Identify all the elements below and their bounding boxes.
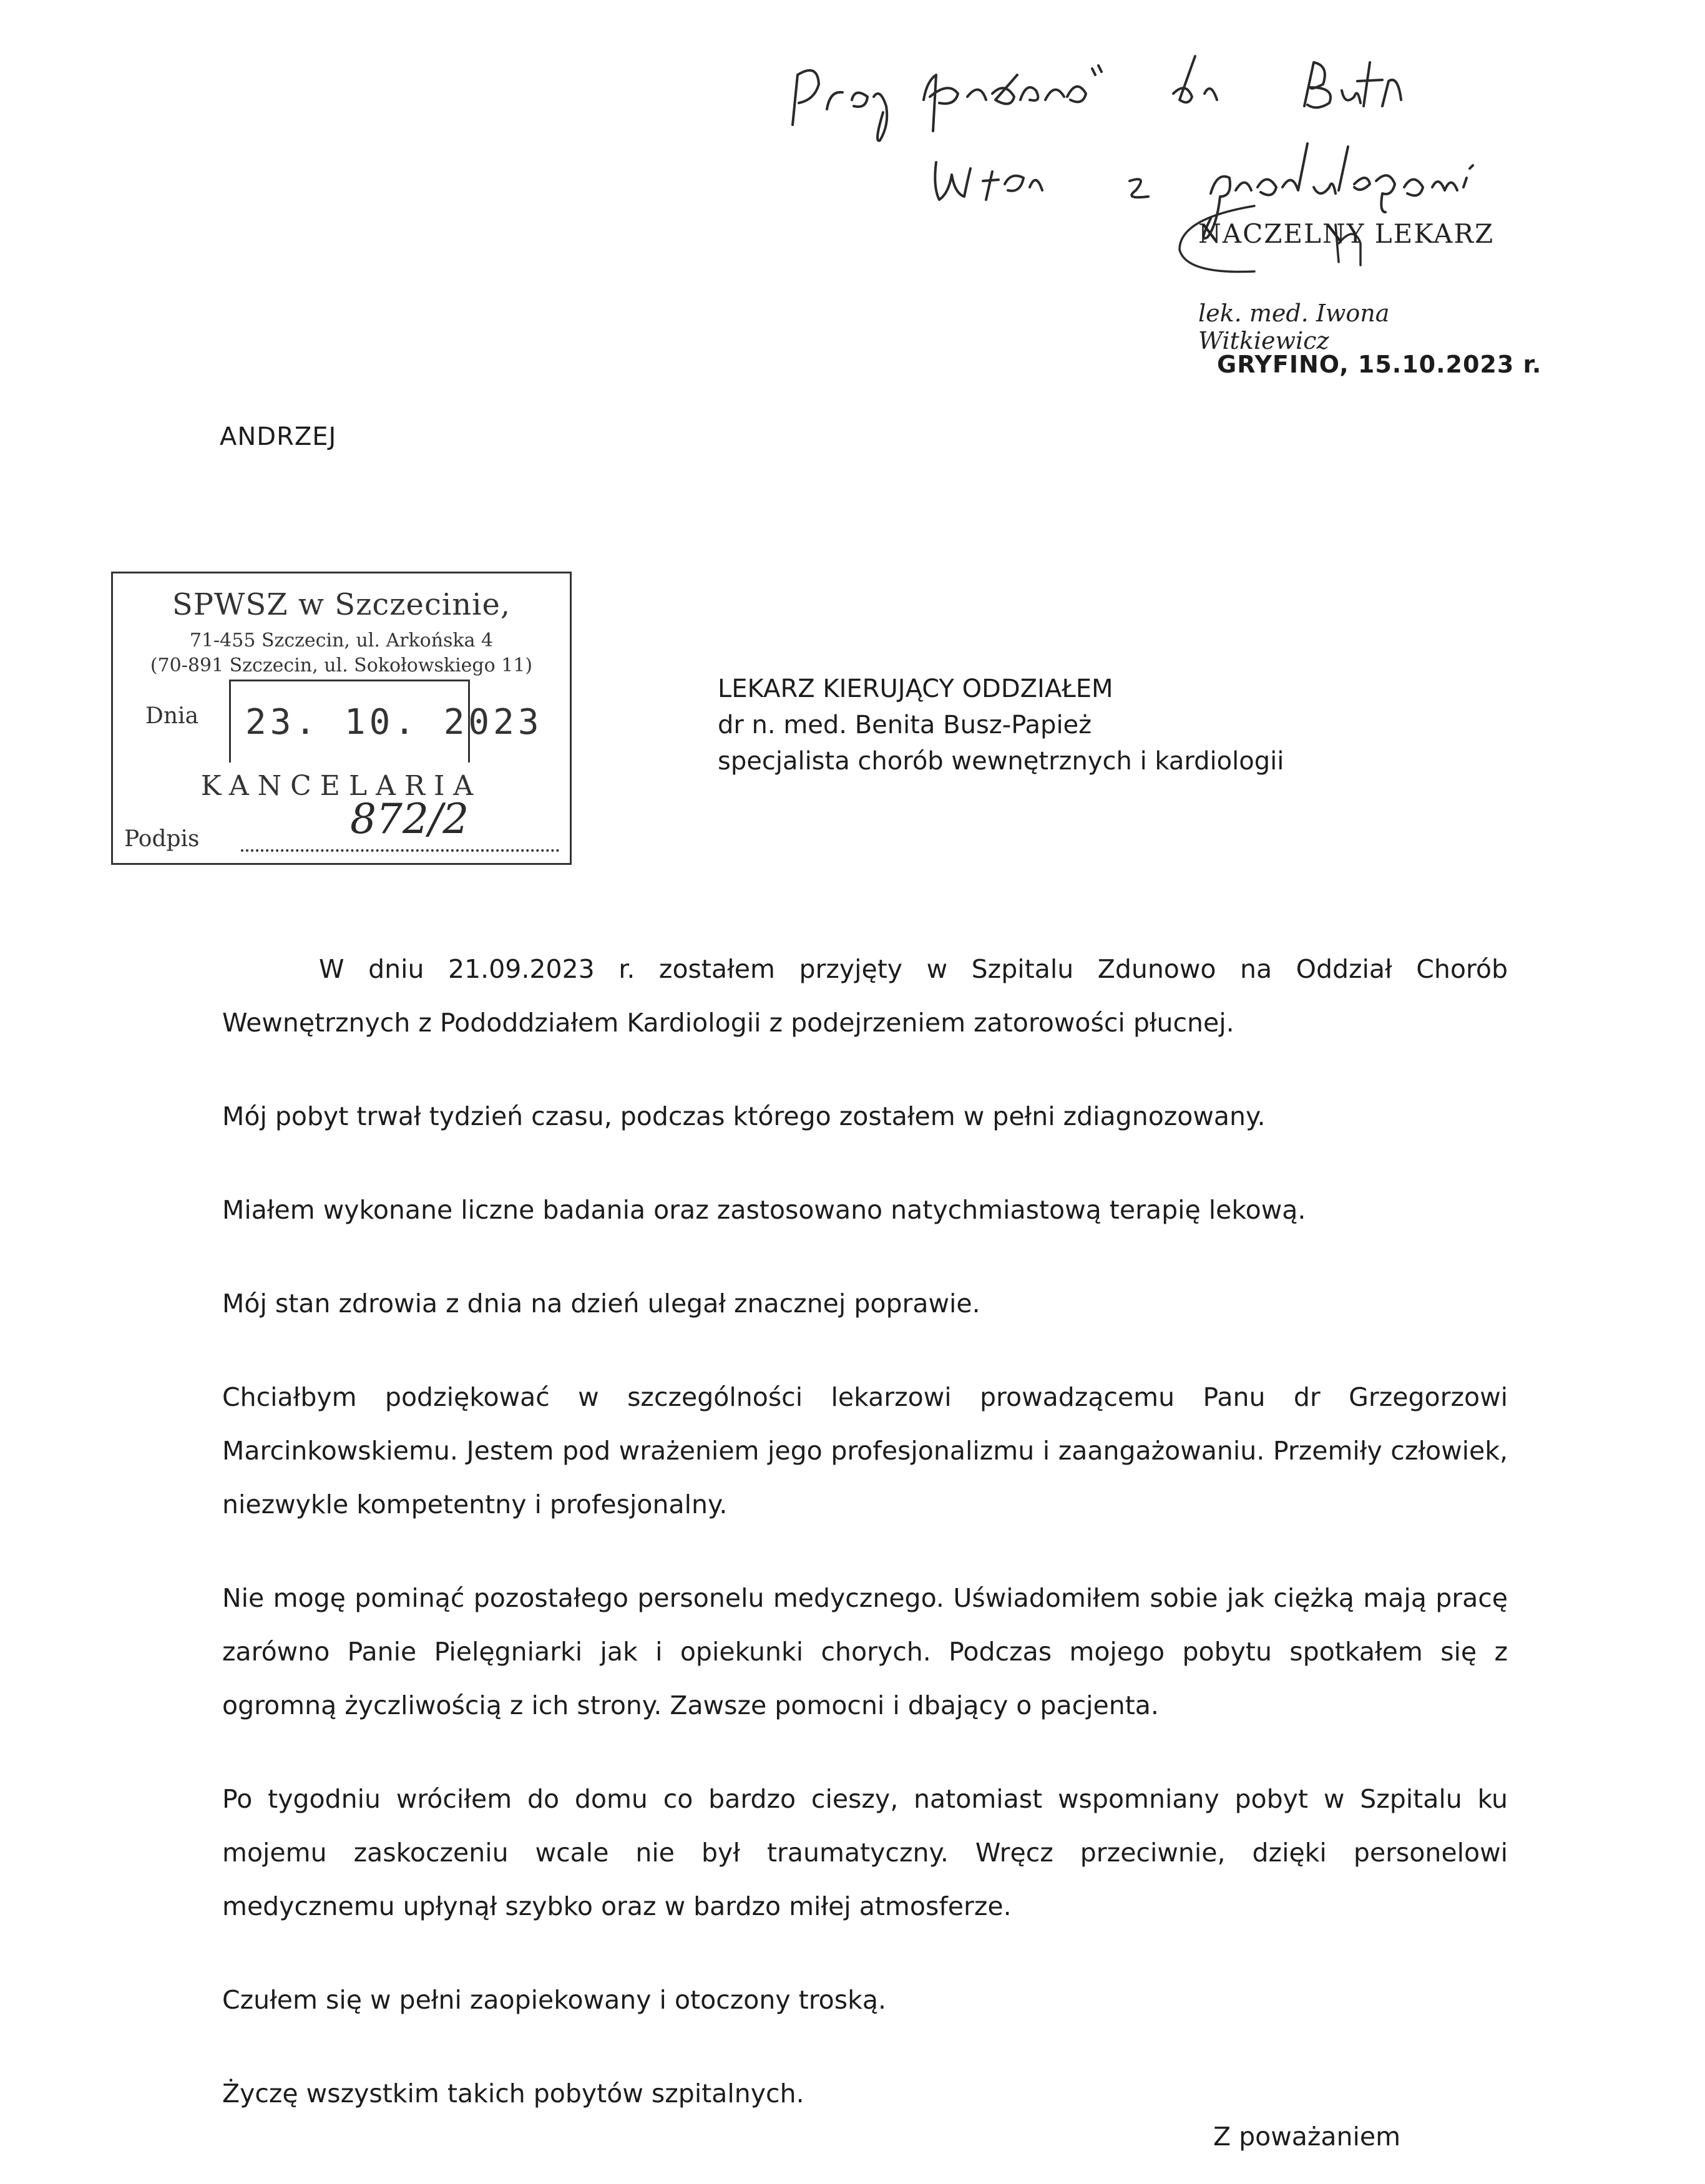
stamp-address-1: 71-455 Szczecin, ul. Arkońska 4 (189, 630, 494, 651)
addressee-block (718, 671, 1284, 779)
stamp-address-2: (70-891 Szczecin, ul. Sokołowskiego 11) (150, 655, 533, 676)
letter-body (222, 942, 1508, 2160)
stamp-date-value: 23. 10. 2023 (245, 702, 543, 743)
stamp-date-label: Dnia (145, 703, 199, 729)
paragraph: Po tygodniu wróciłem do domu co bardzo cieszy, natomiast wspomniany pobyt w Szpitalu ku mojemu zaskoczeniu wcale nie był traumatyczny. Wręcz przeciwnie, dzięki personelowi medycznemu upłynął szybko oraz w bardzo miłej atmosferze. (222, 1784, 1508, 1921)
addressee-name: dr n. med. Benita Busz-Papież (718, 711, 1092, 739)
stamp-name: lek. med. Iwona Witkiewicz (1198, 300, 1390, 354)
stamp-department: KANCELARIA (200, 770, 482, 802)
recipient-name: ANDRZEJ (220, 422, 337, 451)
stamp-signature-value: 872/2 (350, 795, 469, 843)
paragraph: Czułem się w pełni zaopiekowany i otoczony troską. (222, 1985, 887, 2015)
stamp-signature-label: Podpis (124, 826, 200, 852)
paragraph: Chciałbym podziękować w szczególności lekarzowi prowadzącemu Panu dr Grzegorzowi Marcinkowskiemu. Jestem pod wrażeniem jego profesjonalizmu i zaangażowaniu. Przemiły człowiek, niezwykle kompetentny i profesjonalny. (222, 1382, 1508, 1519)
paragraph: W dniu 21.09.2023 r. zostałem przyjęty w Szpitalu Zdunowo na Oddział Chorób Wewnętrznych z Pododdziałem Kardiologii z podejrzeniem zatorowości płucnej. (222, 954, 1508, 1038)
closing-salutation: Z poważaniem (1213, 2122, 1401, 2152)
paragraph: Nie mogę pominąć pozostałego personelu medycznego. Uświadomiłem sobie jak ciężką mają pracę zarówno Panie Pielęgniarki jak i opiekunki chorych. Podczas mojego pobytu spotkałem się z ogromną życzliwością z ich strony. Zawsze pomocni i dbający o pacjenta. (222, 1583, 1508, 1720)
paragraph: Mój pobyt trwał tydzień czasu, podczas którego zostałem w pełni zdiagnozowany. (222, 1101, 1266, 1131)
addressee-position: LEKARZ KIERUJĄCY ODDZIAŁEM (718, 675, 1113, 703)
stamp-institution: SPWSZ w Szczecinie, (172, 587, 511, 622)
paragraph: Miałem wykonane liczne badania oraz zastosowano natychmiastową terapię lekową. (222, 1195, 1306, 1225)
paragraph: Mój stan zdrowia z dnia na dzień ulegał znacznej poprawie. (222, 1289, 980, 1319)
registry-stamp (111, 572, 572, 865)
place-date: GRYFINO, 15.10.2023 r. (1217, 351, 1542, 378)
chief-physician-stamp (1198, 218, 1523, 354)
stamp-title: NACZELNY LEKARZ (1198, 218, 1495, 249)
addressee-specialty: specjalista chorób wewnętrznych i kardiologii (718, 747, 1284, 776)
paragraph: Życzę wszystkim takich pobytów szpitalnych. (222, 2079, 804, 2108)
